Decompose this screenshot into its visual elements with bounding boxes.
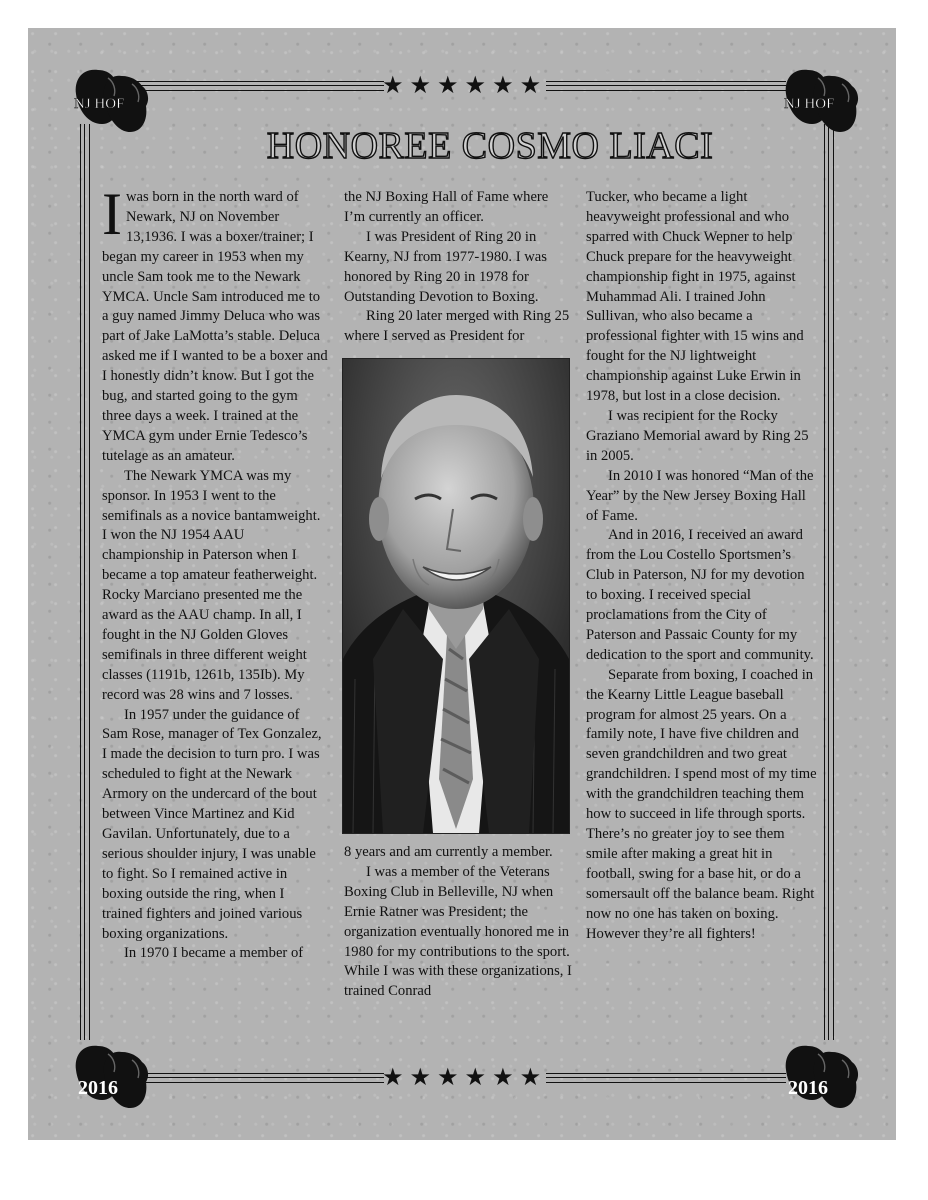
svg-text:2016: 2016 [788, 1077, 828, 1099]
page-title: HONOREE COSMO LIACI [266, 125, 714, 167]
paragraph: In 2010 I was honored “Man of the Year” by the New Jersey Boxing Hall of Fame. [586, 467, 814, 524]
logo-2016-bottom-left [68, 1038, 150, 1118]
intro-paragraph [102, 181, 328, 467]
paragraph: the NJ Boxing Hall of Fame where I’m currently an officer. [344, 189, 549, 225]
frame-bottom-left-rule [136, 1073, 384, 1083]
frame-top-right-rule [546, 81, 786, 91]
paragraph-text: was born in the north ward of Newark, NJ on November 13,1936. I was a boxer/trainer; I began my career in 1953 when my uncle Sam took me to the Newark YMCA. Uncle Sam introduced me to a guy named Jimmy Deluca who was part of Jake LaMotta’s stable. Deluca asked me if I wanted to be a boxer and I honestly didn’t know. But I got the bug, and started going to the gym three days a week. I trained at the YMCA gym under Ernie Tedesco’s tutelage as an amateur. [102, 189, 328, 464]
frame-right-rule [824, 124, 834, 1040]
svg-text:2016: 2016 [78, 1077, 118, 1099]
column-3 [586, 188, 818, 944]
paragraph: In 1970 I became a member of [124, 945, 304, 962]
frame-top-left-rule [136, 81, 384, 91]
paragraph: I was recipient for the Rocky Graziano Memorial award by Ring 25 in 2005. [586, 407, 809, 464]
plaque-page [28, 28, 896, 1140]
column-2-bottom [344, 843, 572, 1002]
logo-2016-bottom-right [778, 1038, 860, 1118]
top-stars-ornament: ★★★★★★ [382, 71, 548, 99]
honoree-photo [342, 358, 570, 834]
paragraph: Ring 20 later merged with Ring 25 where I served as President for [344, 308, 570, 345]
paragraph: Tucker, who became a light heavyweight professional and who sparred with Chuck Wepner to help Chuck prepare for the heavyweight championship fight in 1975, against Muhammad Ali. I trained John Sullivan, who also became a professional fighter with 15 wins and fought for the NJ lightweight championship against Luke Erwin in 1978, but lost in a close decision. [586, 189, 804, 405]
frame-bottom-right-rule [546, 1073, 786, 1083]
paragraph: I was a member of the Veterans Boxing Club in Belleville, NJ when Ernie Ratner was President; the organization eventually honored me in 1980 for my contributions to the sport. While I was with these organizations, I trained Conrad [344, 863, 572, 1000]
frame-left-rule [80, 124, 90, 1040]
drop-cap: I [102, 181, 122, 247]
column-2-top [344, 188, 572, 347]
paragraph: And in 2016, I received an award from the Lou Costello Sportsmen’s Club in Paterson, NJ for my devotion to boxing. I received special proclamations from the City of Paterson and Passaic County for my dedication to the sport and community. [586, 527, 814, 663]
svg-text:NJ HOF: NJ HOF [784, 96, 835, 112]
paragraph: 8 years and am currently a member. [344, 844, 553, 860]
paragraph: The Newark YMCA was my sponsor. In 1953 I went to the semifinals as a novice bantamweight. I won the NJ 1954 AAU championship in Paterson when I became a top amateur featherweight. Rocky Marciano presented me the award as the AAU champ. In all, I fought in the NJ Golden Gloves semifinals in three different weight classes (1191b, 1261b, 135Ib). My record was 28 wins and 7 losses. [102, 467, 321, 703]
portrait-image [343, 359, 569, 833]
paragraph: I was President of Ring 20 in Kearny, NJ from 1977-1980. I was honored by Ring 20 in 1978 for Outstanding Devotion to Boxing. [344, 228, 547, 305]
paragraph: In 1957 under the guidance of Sam Rose, manager of Tex Gonzalez, I made the decision to turn pro. I was scheduled to fight at the Newark Armory on the undercard of the bout between Vince Martinez and Kid Gavilan. Unfortunately, due to a serious shoulder injury, I was unable to fight. So I remained active in boxing outside the ring, when I trained fighters and joined various boxing organizations. [102, 706, 322, 942]
bottom-stars-ornament: ★★★★★★ [382, 1063, 548, 1091]
paragraph: Separate from boxing, I coached in the Kearny Little League baseball program for almost 25 years. On a family note, I have five children and seven grandchildren and two great grandchildren. I spend most of my time with the grandchildren teaching them how to succeed in life through sports. There’s no greater joy to see them smile after making a great hit in football, swing for a base hit, or do a somersault off the balance beam. Right now no one has taken on boxing. However they’re all fighters! [586, 666, 817, 942]
column-1 [102, 181, 328, 964]
svg-text:NJ HOF: NJ HOF [74, 96, 125, 112]
